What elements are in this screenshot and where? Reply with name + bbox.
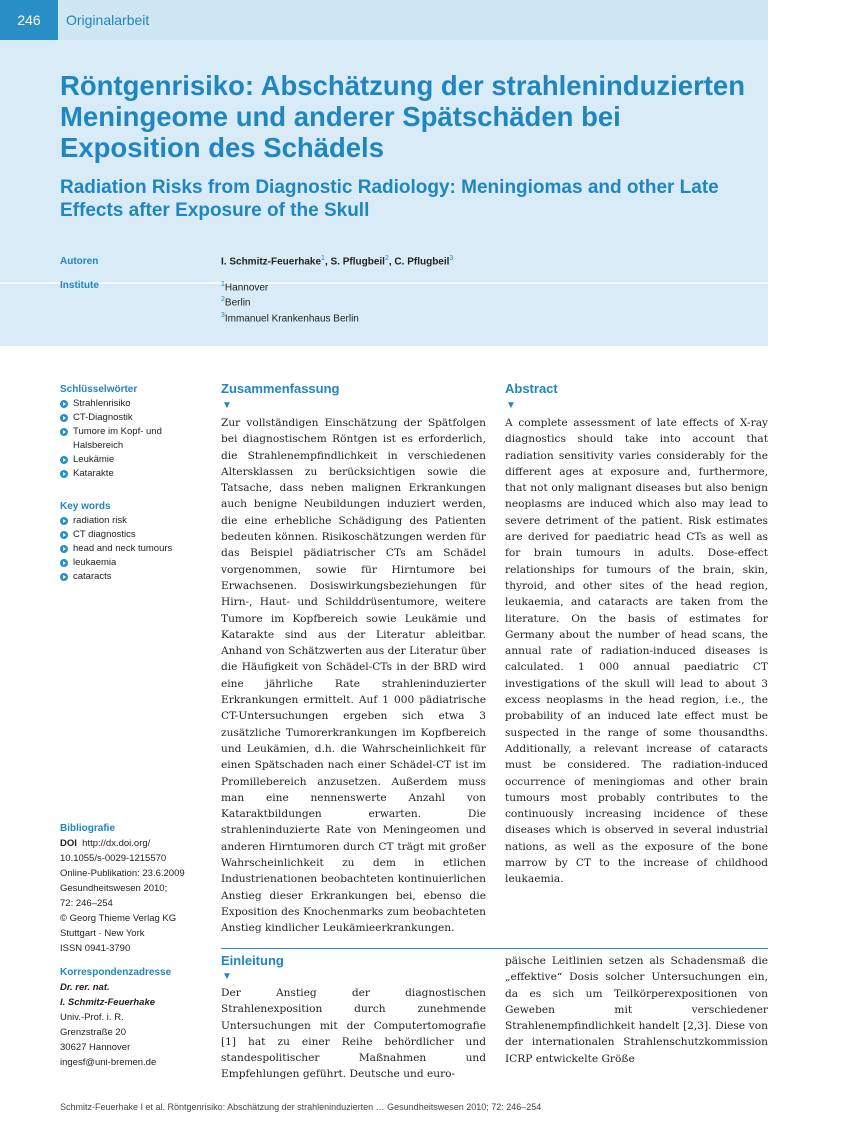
section-triangle-icon: ▼ xyxy=(222,400,232,411)
institute-name: Hannover xyxy=(224,282,269,294)
affiliation-marker: 3 xyxy=(221,311,225,319)
bullet-arrow-icon xyxy=(60,545,68,553)
einleitung-text-column-1: Der Anstieg der diagnostischen Strahlenexposition durch zunehmende Untersuchungen mit der Computertomografie [1] hat zu einer Reihe behördlicher und standespolitischer Maßnahmen und Empfehlungen geführt. Deutsche und euro- xyxy=(221,987,486,1081)
correspondence-line: Univ.-Prof. i. R. xyxy=(60,1012,124,1023)
affiliation-marker: 1 xyxy=(321,255,325,262)
einleitung-heading: Einleitung xyxy=(221,953,284,968)
keyword-label: leukaemia xyxy=(73,557,117,568)
doi-label: DOI xyxy=(60,838,77,849)
keyword-label: head and neck tumours xyxy=(73,543,173,554)
bibliography-line: © Georg Thieme Verlag KG xyxy=(60,913,177,924)
abstract-heading: Abstract xyxy=(505,381,558,396)
keyword-item xyxy=(60,425,193,453)
bibliography-line: ISSN 0941-3790 xyxy=(60,943,131,954)
keyword-item xyxy=(60,528,210,542)
bibliography-line: 72: 246–254 xyxy=(60,898,113,909)
abstract-text: A complete assessment of late effects of X-ray diagnostics should take into account that radiation sensitivity varies considerably for the different ages at exposure and, furthermore, that not only malignant diseases but also benign neoplasms are induced which also may lead to severe detriment of the patient. Risk estimates are derived for paediatric head CTs as well as for brain tumours in adults. Dose-effect relationships for tumours of the brain, skin, thyroid, and other sites of the head region, leukaemia, and cataracts are taken from the literature. On the basis of estimates for Germany about the number of head scans, the annual rate of radiation-induced diseases is calculated. 1 000 annual paediatric CT investigations of the skull will lead to about 3 excess neoplasms in the head region, i.e., the probability of an induced late effect must be suspected in the range of some thousandths. Additionally, a relevant increase of cataracts must be considered. The radiation-induced occurrence of meningiomas and other brain tumours most probably contributes to the continuously increasing incidence of these diseases which is observed in several industrial nations, as well as the exposure of the bone marrow by CT to the increase of childhood leukaemia. xyxy=(505,417,768,886)
bibliography-line: Gesundheitswesen 2010; xyxy=(60,883,168,894)
correspondence-heading: Korrespondenzadresse xyxy=(60,967,172,978)
author-name: C. Pflugbeil xyxy=(394,256,450,268)
institute-name: Berlin xyxy=(224,297,251,309)
institutes-list xyxy=(221,279,359,325)
author-name: S. Pflugbeil xyxy=(330,256,385,268)
page-footer-citation: Schmitz-Feuerhake I et al. Röntgenrisiko: Abschätzung der strahleninduzierten … Gesundheitswesen 2010; 72: 246–254 xyxy=(60,1102,542,1112)
bibliography xyxy=(60,823,210,956)
doi-link[interactable]: http://dx.doi.org/ xyxy=(82,838,151,849)
correspondence-line: 30627 Hannover xyxy=(60,1042,131,1053)
institute-item xyxy=(221,279,359,294)
keyword-label: Katarakte xyxy=(73,468,114,479)
bullet-arrow-icon xyxy=(60,400,68,408)
keyword-label: Strahlenrisiko xyxy=(73,398,131,409)
correspondence-email[interactable]: ingesf@uni-bremen.de xyxy=(60,1057,157,1068)
bullet-arrow-icon xyxy=(60,470,68,478)
correspondence-line: Grenzstraße 20 xyxy=(60,1027,126,1038)
bullet-arrow-icon xyxy=(60,456,68,464)
section-divider xyxy=(221,948,768,949)
bullet-arrow-icon xyxy=(60,573,68,581)
correspondence xyxy=(60,967,210,1070)
correspondence-title: Dr. rer. nat. xyxy=(60,982,110,993)
keywords-german-heading: Schlüsselwörter xyxy=(60,384,138,395)
bullet-arrow-icon xyxy=(60,559,68,567)
keyword-item xyxy=(60,397,210,411)
institute-item xyxy=(221,294,359,309)
keyword-item xyxy=(60,570,210,584)
authors-list: I. Schmitz-Feuerhake$^1$, S. Pflugbeil$^2$, C. Pflugbeil$^3$ xyxy=(221,255,454,268)
bibliography-heading: Bibliografie xyxy=(60,823,116,834)
keyword-item xyxy=(60,411,210,425)
keyword-item xyxy=(60,556,210,570)
keyword-label: CT diagnostics xyxy=(73,529,136,540)
keywords-english-heading: Key words xyxy=(60,501,111,512)
keyword-label: cataracts xyxy=(73,571,112,582)
article-title-english: Radiation Risks from Diagnostic Radiology: Meningiomas and other Late Effects after Exposure of the Skull xyxy=(60,177,719,221)
bullet-arrow-icon xyxy=(60,428,68,436)
keyword-item xyxy=(60,514,210,528)
keywords-german xyxy=(60,384,210,481)
institute-item xyxy=(221,310,359,325)
keyword-item xyxy=(60,467,210,481)
keyword-label: Tumore im Kopf- und Halsbereich xyxy=(73,426,162,451)
authors-label: Autoren xyxy=(60,256,99,267)
bullet-arrow-icon xyxy=(60,517,68,525)
keyword-label: Leukämie xyxy=(73,454,115,465)
keyword-item xyxy=(60,542,210,556)
section-label: Originalarbeit xyxy=(66,12,150,28)
keyword-item xyxy=(60,453,210,467)
section-triangle-icon: ▼ xyxy=(222,971,232,982)
bullet-arrow-icon xyxy=(60,414,68,422)
einleitung-text-column-2: päische Leitlinien setzen als Schadensmaß die „effektive“ Dosis solcher Untersuchungen ein, da es sich um Teilkörperexpositionen von Geweben mit verschiedener Strahlenempfindlichkeit handelt [2,3]. Diese von der internationalen Strahlenschutzkommission ICRP entwickelte Größe xyxy=(505,955,768,1065)
article-title-german: Röntgenrisiko: Abschätzung der strahleninduzierten Meningeome und anderer Spätschäden bei Exposition des Schädels xyxy=(60,70,746,163)
affiliation-marker: 3 xyxy=(449,255,454,262)
section-triangle-icon: ▼ xyxy=(506,400,516,411)
zusammenfassung-heading: Zusammenfassung xyxy=(221,381,340,396)
affiliation-marker: 2 xyxy=(221,296,225,304)
title-panel-divider xyxy=(0,282,768,284)
affiliation-marker: 1 xyxy=(221,281,225,288)
bibliography-line: Online-Publikation: 23.6.2009 xyxy=(60,868,185,879)
doi-line xyxy=(60,836,210,851)
bibliography-line: Stuttgart · New York xyxy=(60,928,145,939)
zusammenfassung-text: Zur vollständigen Einschätzung der Spätfolgen bei diagnostischem Röntgen ist es erforderlich, die Strahlenempfindlichkeit in verschiedenen Altersklassen zu berücksichtigen sowie die Tatsache, dass neben malignen Erkrankungen auch benigne Neubildungen induziert werden, die eine erhebliche Schädigung des Patienten bedeuten können. Risikoschätzungen werden für das Beispiel pädiatrischer CTs am Schädel vorgenommen, sowie für Hirntumore bei Erwachsenen. Dosiswirkungsbeziehungen für Hirn-, Haut- und Schilddrüsentumore, weitere Tumore im Kopfbereich sowie Leukämie und Katarakte sind aus der Literatur ableitbar. Anhand von Schätzwerten aus der Literatur über die Häufigkeit von Schädel-CTs in der BRD wird eine jährliche Rate strahleninduzierter Erkrankungen ermittelt. Auf 1 000 pädiatrische CT-Untersuchungen ergeben sich etwa 3 zusätzliche Tumorerkrankungen im Kopfbereich und Leukämien, d.h. die Wahrscheinlichkeit für einen Spätschaden nach einer Schädel-CT ist im Promillebereich anzusetzen. Außerdem muss man eine nennenswerte Anzahl von Kataraktbildungen erwarten. Die strahleninduzierte Rate von Meningeomen und anderen Hirntumoren durch CT trägt mit großer Wahrscheinlichkeit zu dem in etlichen Industrienationen beobachteten kontinuierlichen Anstieg dieser Erkrankungen bei, ebenso die Exposition des Knochenmarks zum beobachteten Anstieg kindlicher Leukämieerkrankungen. xyxy=(221,417,486,935)
bibliography-line: 10.1055/s-0029-1215570 xyxy=(60,853,167,864)
keyword-label: radiation risk xyxy=(73,515,127,526)
correspondence-name: I. Schmitz-Feuerhake xyxy=(60,997,156,1008)
bullet-arrow-icon xyxy=(60,531,68,539)
keyword-label: CT-Diagnostik xyxy=(73,412,133,423)
page-number: 246 xyxy=(0,0,58,40)
keywords-english xyxy=(60,501,210,584)
affiliation-marker: 2 xyxy=(384,255,389,262)
institutes-label: Institute xyxy=(60,280,99,291)
institute-name: Immanuel Krankenhaus Berlin xyxy=(224,312,359,324)
author-name: I. Schmitz-Feuerhake xyxy=(221,256,322,268)
